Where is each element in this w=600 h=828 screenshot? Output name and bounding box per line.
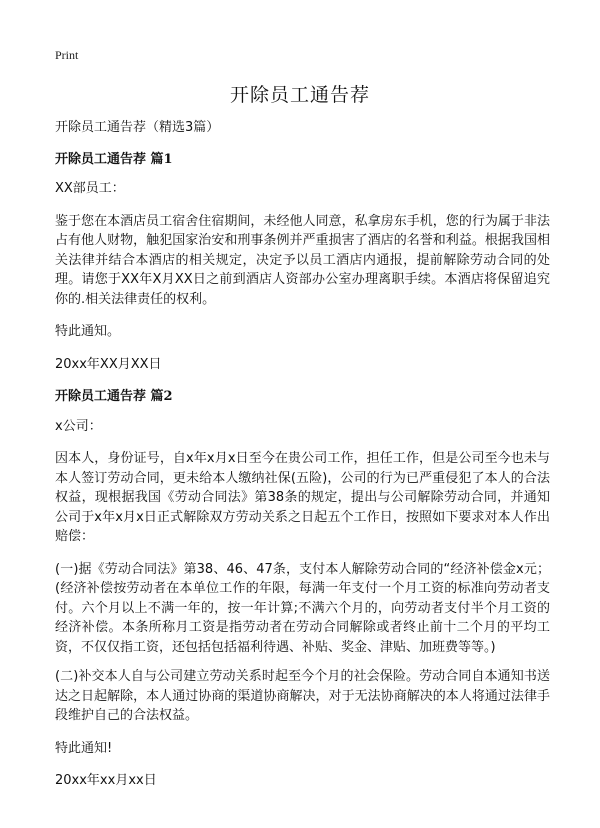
section-2-closing: 特此通知!	[55, 740, 113, 756]
section-2-date: 20xx年xx月xx日	[55, 773, 157, 788]
section-2-item-1: (一)据《劳动合同法》第38、46、47条，支付本人解除劳动合同的“经济补偿金x元；(经济补偿按劳动者在本单位工作的年限，每满一年支付一个月工资的标准向劳动者支付。六个月以上不满一年的，按一年计算;不满六个月的，向劳动者支付半个月工资的经济补偿。本条所称月工资是指劳动者在劳动合同解除或者终止前十二个月的平均工资，不仅仅指工资，还包括包括福利待遇、补贴、奖金、津贴、加班费等等。)	[55, 561, 550, 655]
document-subtitle: 开除员工通告荐（精选3篇）	[55, 120, 220, 135]
section-1-body: 鉴于您在本酒店员工宿舍住宿期间，未经他人同意，私拿房东手机，您的行为属于非法占有他人财物，触犯国家治安和刑事条例并严重损害了酒店的名誉和利益。根据我国相关法律并结合本酒店的相关规定，决定予以员工酒店内通报，提前解除劳动合同的处理。请您于XX年X月XX日之前到酒店人资部办公室办理离职手续。本酒店将保留追究你的.相关法律责任的权利。	[55, 213, 550, 307]
section-1-salutation: XX部员工：	[55, 181, 125, 196]
document-title: 开除员工通告荐	[229, 84, 370, 106]
section-2-body: 因本人，身份证号，自x年x月x日至今在贵公司工作，担任工作，但是公司至今也未与本人签订劳动合同，更未给本人缴纳社保(五险)，公司的行为已严重侵犯了本人的合法权益，现根据我国《劳动合同法》第38条的规定，提出与公司解除劳动合同，并通知公司于x年x月x日正式解除双方劳动关系之日起五个工作日，按照如下要求对本人作出赔偿：	[55, 451, 550, 544]
section-2-heading: 开除员工通告荐 篇2	[55, 389, 173, 404]
section-2-salutation: x公司：	[55, 418, 102, 434]
document-content	[55, 118, 550, 804]
print-label: Print	[55, 48, 79, 62]
section-1-heading: 开除员工通告荐 篇1	[55, 151, 173, 167]
section-1-closing: 特此通知。	[55, 324, 121, 339]
section-1-date: 20xx年XX月XX日	[55, 356, 162, 372]
section-2-item-2: (二)补交本人自与公司建立劳动关系时起至今个月的社会保险。劳动合同自本通知书送达之日起解除，本人通过协商的渠道协商解决，对于无法协商解决的本人将通过法律手段维护自己的合法权益。	[55, 669, 550, 723]
